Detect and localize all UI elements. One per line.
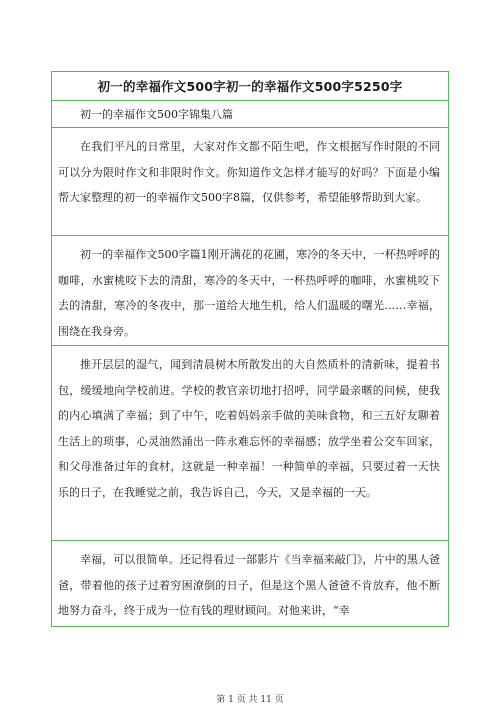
page-footer: 第 1 页 共 11 页 [216, 695, 284, 705]
paragraph-essay-2: 推开层层的湿气，闻到清晨树木所散发出的大自然质朴的清新味，提着书包，缓缓地向学校前进。学校的教官亲切地打招呼，同学最亲暱的问候，使我的内心填满了幸福；到了中午，吃着妈妈亲手做的美味食物，和三五好友聊着生活上的琐事，心灵油然涌出一阵永难忘怀的幸福感；放学坐着公交车回家，和父母准备过年的食材，这就是一种幸福！一种简单的幸福，只要过着一天快乐的日子，在我睡觉之前，我告诉自己，今天，又是幸福的一天。 [52, 346, 448, 541]
document-title: 初一的幸福作文500字初一的幸福作文500字5250字 [97, 79, 403, 94]
paragraph-essay-1: 初一的幸福作文500字篇1刚开满花的花圃，寒冷的冬天中，一杯热呼呼的咖啡，水蜜桃咬下去的清甜，寒冷的冬天中，一杯热呼呼的咖啡，水蜜桃咬下去的清甜，寒冷的冬夜中，那一道给大地生机，给人们温暖的曙光……幸福，围绕在我身旁。 [52, 236, 448, 346]
paragraph-intro: 在我们平凡的日常里，大家对作文都不陌生吧，作文根据写作时限的不同可以分为限时作文和非限时作文。你知道作文怎样才能写的好吗？下面是小编帮大家整理的初一的幸福作文500字8篇，仅供参考，希望能够帮助到大家。 [52, 128, 448, 236]
document-subtitle: 初一的幸福作文500字锦集八篇 [80, 108, 233, 121]
paragraph-essay-3: 幸福，可以很简单。还记得看过一部影片《当幸福来敲门》，片中的黑人爸爸，带着他的孩子过着穷困潦倒的日子，但是这个黑人爸爸不肯放弃，他不断地努力奋斗，终于成为一位有钱的理财顾问。对他来讲，“幸 [58, 553, 440, 618]
subtitle-row [52, 101, 448, 128]
title-row [52, 72, 448, 101]
document-table [51, 71, 449, 627]
